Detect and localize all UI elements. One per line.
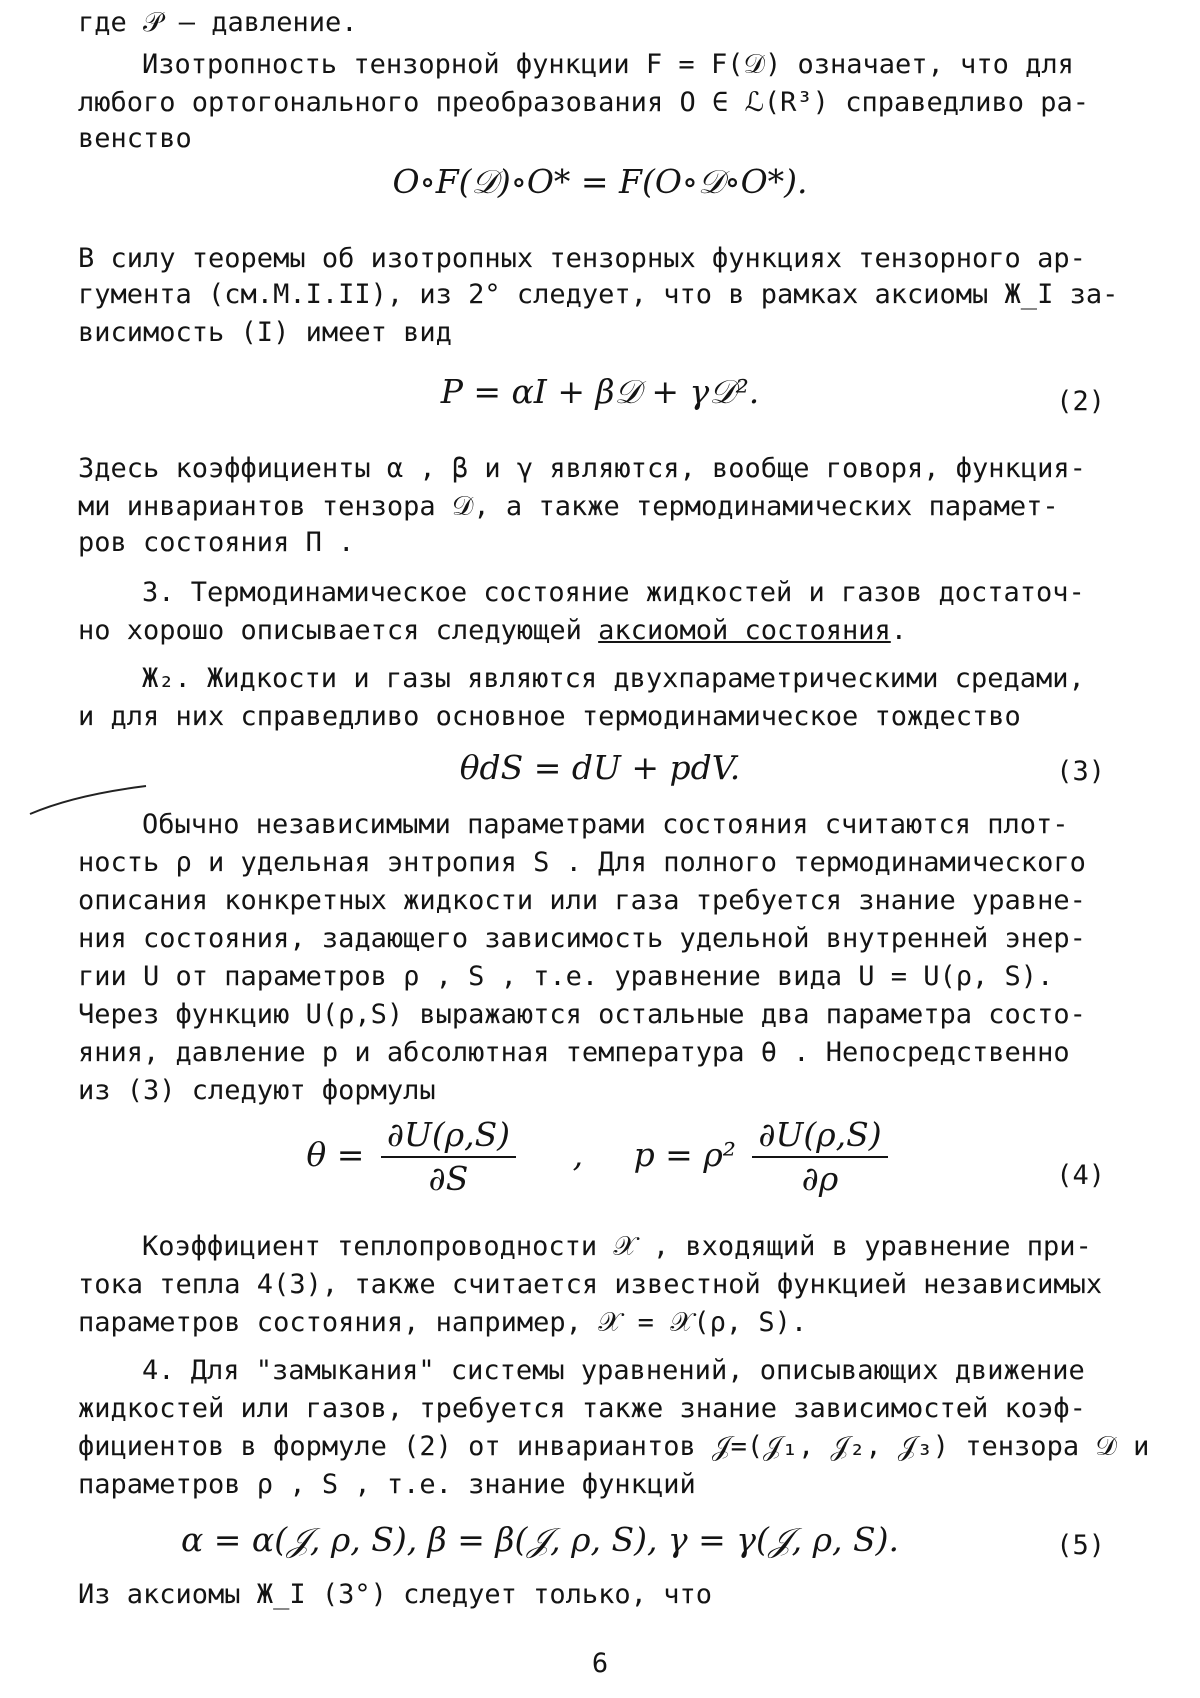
underlined-term: аксиомой состояния	[598, 615, 891, 646]
text-line: жидкостей или газов, требуется также знание зависимостей коэф-	[78, 1393, 1086, 1424]
page-number: 6	[591, 1648, 609, 1679]
text-line: 4. Для "замыкания" системы уравнений, описывающих движение	[142, 1355, 1085, 1386]
fraction	[752, 1114, 887, 1200]
text-line: Коэффициент теплопроводности 𝒳 , входящий в уравнение при-	[142, 1231, 1092, 1262]
text-line: 3. Термодинамическое состояние жидкостей и газов достаточ-	[142, 577, 1085, 608]
text-line: Через функцию U(ρ,S) выражаются остальные два параметра состо-	[78, 999, 1086, 1030]
equation-3: θdS = dU + pdV.	[459, 748, 741, 787]
text-line: Изотропность тензорной функции F = F(𝒟) означает, что для	[142, 49, 1074, 80]
text-line: где 𝒫 – давление.	[78, 7, 358, 38]
text-line: параметров ρ , S , т.е. знание функций	[78, 1469, 696, 1500]
text-line: Здесь коэффициенты α , β и γ являются, вообще говоря, функция-	[78, 453, 1086, 484]
text-line	[78, 614, 1138, 648]
text-line: ров состояния Π .	[78, 527, 355, 558]
fraction-numerator: ∂U(ρ,S)	[381, 1114, 516, 1158]
text-line: Обычно независимыми параметрами состояния считаются плот-	[142, 809, 1069, 840]
equation-5: α = α(𝒥, ρ, S), β = β(𝒥, ρ, S), γ = γ(𝒥, ρ, S).	[181, 1520, 899, 1559]
fraction	[381, 1114, 516, 1200]
equation-2: P = αI + β𝒟 + γ𝒟².	[440, 372, 760, 411]
text-line: тока тепла 4(3), также считается известной функцией независимых	[78, 1269, 1103, 1300]
text-run: но хорошо описывается следующей	[78, 615, 599, 646]
equation-4	[0, 1114, 1200, 1200]
equation-number: (5)	[1056, 1530, 1105, 1561]
text-line: Ж₂. Жидкости и газы являются двухпараметрическими средами,	[142, 663, 1085, 694]
text-line: ность ρ и удельная энтропия S . Для полного термодинамического	[78, 847, 1086, 878]
equation-number: (3)	[1056, 756, 1105, 787]
text-line: и для них справедливо основное термодинамическое тождество	[78, 701, 1021, 732]
pen-stroke	[28, 782, 148, 818]
text-line: любого ортогонального преобразования O ∈ ℒ(R³) справедливо ра-	[78, 87, 1090, 118]
text-line: параметров состояния, например, 𝒳 = 𝒳(ρ, S).	[78, 1307, 808, 1338]
text-run: .	[890, 615, 908, 646]
text-line: описания конкретных жидкости или газа требуется знание уравне-	[78, 885, 1086, 916]
text-line: фициентов в формуле (2) от инвариантов 𝒥=(𝒥₁, 𝒥₂, 𝒥₃) тензора 𝒟 и	[78, 1431, 1150, 1462]
text-line: гумента (см.М.I.II), из 2° следует, что в рамках аксиомы Ж_I за-	[78, 279, 1119, 310]
text-line: яния, давление p и абсолютная температура θ . Непосредственно	[78, 1037, 1070, 1068]
text-line: гии U от параметров ρ , S , т.е. уравнение вида U = U(ρ, S).	[78, 961, 1054, 992]
text-line: ния состояния, задающего зависимость удельной внутренней энер-	[78, 923, 1086, 954]
text-line: висимость (I) имеет вид	[78, 317, 452, 348]
text-line: ми инвариантов тензора 𝒟, а также термодинамических парамет-	[78, 491, 1059, 522]
equation-4-p-lhs: p = ρ²	[633, 1135, 736, 1174]
text-line: В силу теоремы об изотропных тензорных функциях тензорного ар-	[78, 243, 1086, 274]
fraction-denominator: ∂S	[428, 1159, 469, 1198]
text-line: венство	[78, 123, 192, 154]
equation-isotropy: O∘F(𝒟)∘O* = F(O∘𝒟∘O*).	[392, 162, 808, 201]
fraction-denominator: ∂ρ	[801, 1159, 839, 1198]
text-line: из (3) следуют формулы	[78, 1075, 436, 1106]
equation-number: (2)	[1056, 386, 1105, 417]
text-line: Из аксиомы Ж_I (3°) следует только, что	[78, 1579, 712, 1610]
equation-4-theta-lhs: θ =	[306, 1135, 365, 1174]
equation-number: (4)	[1056, 1160, 1105, 1191]
separator: ,	[572, 1135, 584, 1174]
fraction-numerator: ∂U(ρ,S)	[752, 1114, 887, 1158]
